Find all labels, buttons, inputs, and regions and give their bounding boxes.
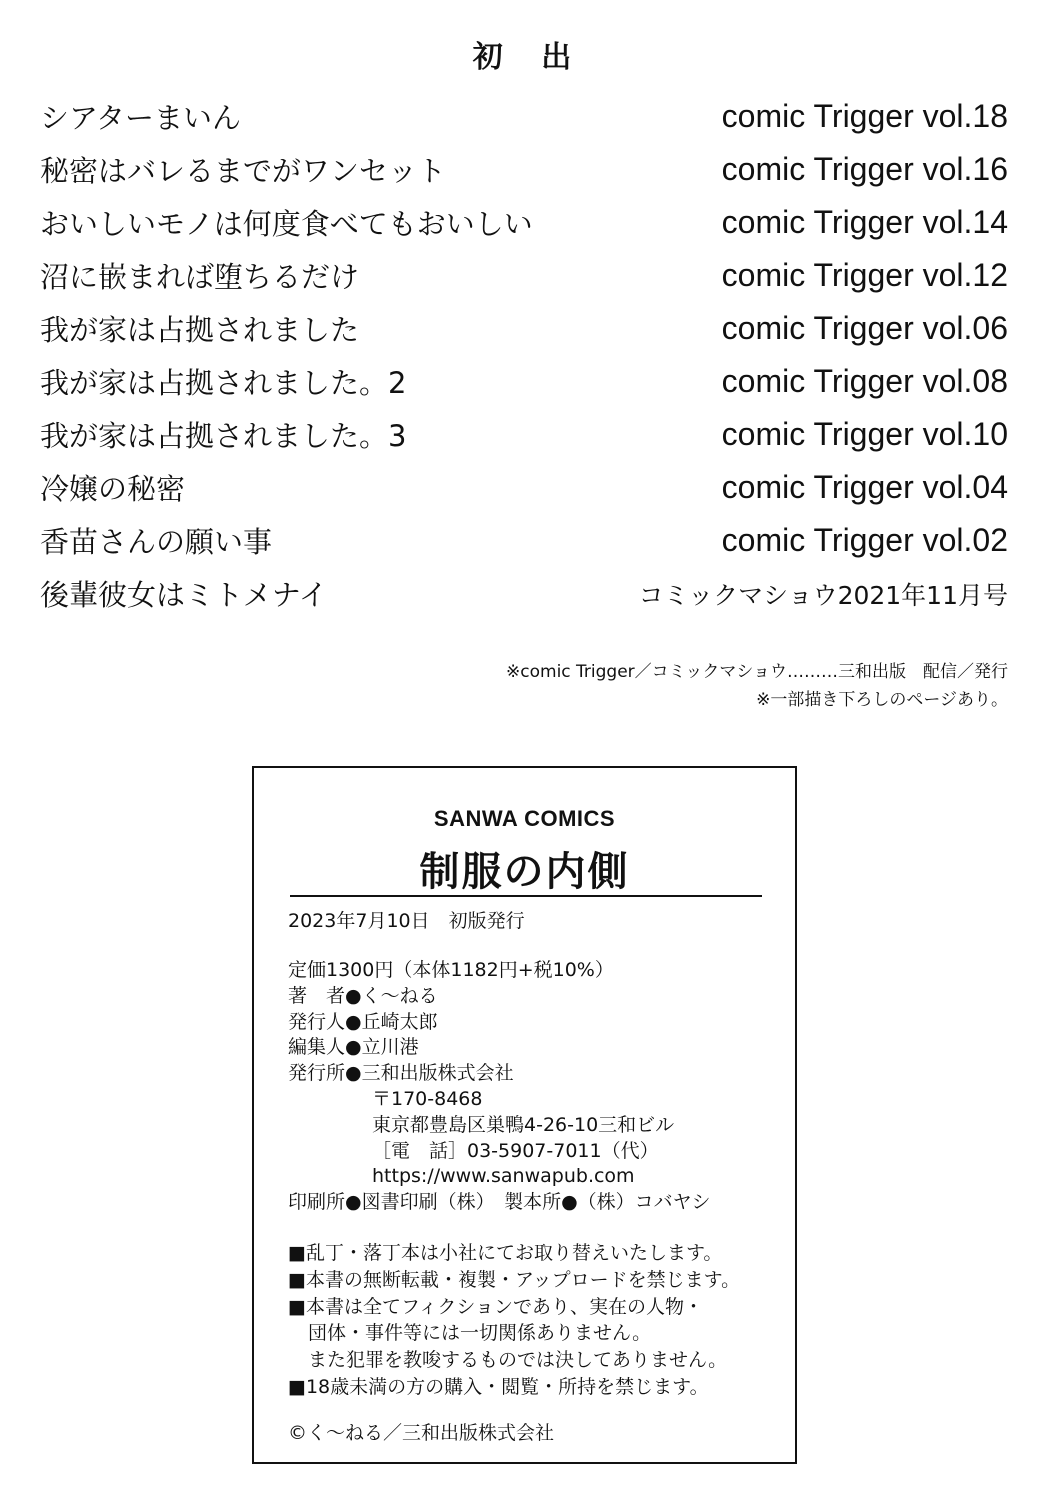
work-title: 後輩彼女はミトメナイ [40, 578, 328, 612]
legal-notice: ■本書の無断転載・複製・アップロードを禁じます。 [288, 1268, 741, 1291]
imprint-label: SANWA COMICS [433, 806, 616, 831]
list-item [40, 196, 1008, 249]
book-title: 制服の内側 [419, 849, 630, 895]
work-title: 我が家は占拠されました。3 [40, 419, 407, 453]
footnote-distribution: ※comic Trigger／コミックマショウ………三和出版 配信／発行 [506, 662, 1008, 682]
work-title: 冷嬢の秘密 [40, 472, 186, 506]
list-item [40, 90, 1008, 143]
legal-notice: ■本書は全てフィクションであり、実在の人物・ [288, 1295, 704, 1318]
title-divider [290, 895, 762, 897]
printing-binding: 印刷所●図書印刷（株） 製本所●（株）コバヤシ [288, 1191, 711, 1214]
legal-notice: ■乱丁・落丁本は小社にてお取り替えいたします。 [288, 1242, 723, 1264]
list-item [40, 302, 1008, 355]
publication-info [288, 958, 710, 1216]
work-title: 我が家は占拠されました。2 [40, 366, 407, 400]
list-item [40, 408, 1008, 461]
list-item [40, 461, 1008, 514]
legal-notice: 団体・事件等には一切関係ありません。 [308, 1322, 652, 1345]
work-source: comic Trigger vol.18 [721, 98, 1008, 134]
editor: 編集人●立川港 [288, 1036, 419, 1059]
work-source: comic Trigger vol.04 [721, 469, 1008, 505]
legal-notice: ■18歳未満の方の購入・閲覧・所持を禁じます。 [288, 1375, 709, 1398]
work-source: comic Trigger vol.06 [721, 310, 1008, 346]
publisher-person: 発行人●丘崎太郎 [288, 1010, 438, 1033]
website-url: https://www.sanwapub.com [372, 1165, 635, 1188]
work-title: 秘密はバレるまでがワンセット [40, 154, 447, 188]
legal-notices [288, 1240, 740, 1401]
work-source: comic Trigger vol.16 [721, 151, 1008, 187]
first-appearance-list [40, 90, 1008, 620]
address: 東京都豊島区巣鴨4-26-10三和ビル [372, 1113, 675, 1136]
work-source: comic Trigger vol.08 [721, 363, 1008, 399]
list-item [40, 567, 1008, 620]
postal-code: 〒170-8468 [372, 1087, 483, 1110]
work-title: 我が家は占拠されました [40, 313, 360, 347]
publishing-office: 発行所●三和出版株式会社 [288, 1062, 514, 1085]
page-heading: 初 出 [472, 40, 586, 75]
work-source: comic Trigger vol.02 [721, 522, 1008, 558]
list-item [40, 514, 1008, 567]
colophon-box [252, 766, 797, 1464]
footnote-new-pages: ※一部描き下ろしのページあり。 [756, 690, 1008, 710]
work-title: 沼に嵌まれば堕ちるだけ [40, 260, 360, 294]
list-item [40, 355, 1008, 408]
list-item [40, 143, 1008, 196]
work-source: comic Trigger vol.14 [721, 204, 1008, 240]
copyright: ©く〜ねる／三和出版株式会社 [288, 1422, 555, 1444]
work-title: おいしいモノは何度食べてもおいしい [40, 207, 533, 241]
work-source: comic Trigger vol.10 [721, 416, 1008, 452]
work-source: comic Trigger vol.12 [721, 257, 1008, 293]
list-item [40, 249, 1008, 302]
publication-date: 2023年7月10日 初版発行 [288, 910, 525, 932]
author: 著 者●く〜ねる [288, 984, 438, 1007]
phone: ［電 話］03-5907-7011（代） [372, 1139, 659, 1162]
work-title: 香苗さんの願い事 [40, 525, 273, 559]
work-title: シアターまいん [40, 101, 241, 135]
work-source: コミックマショウ2021年11月号 [638, 580, 1008, 610]
legal-notice: また犯罪を教唆するものでは決してありません。 [308, 1349, 728, 1372]
footnotes [506, 658, 1008, 714]
price: 定価1300円（本体1182円+税10%） [288, 959, 614, 981]
